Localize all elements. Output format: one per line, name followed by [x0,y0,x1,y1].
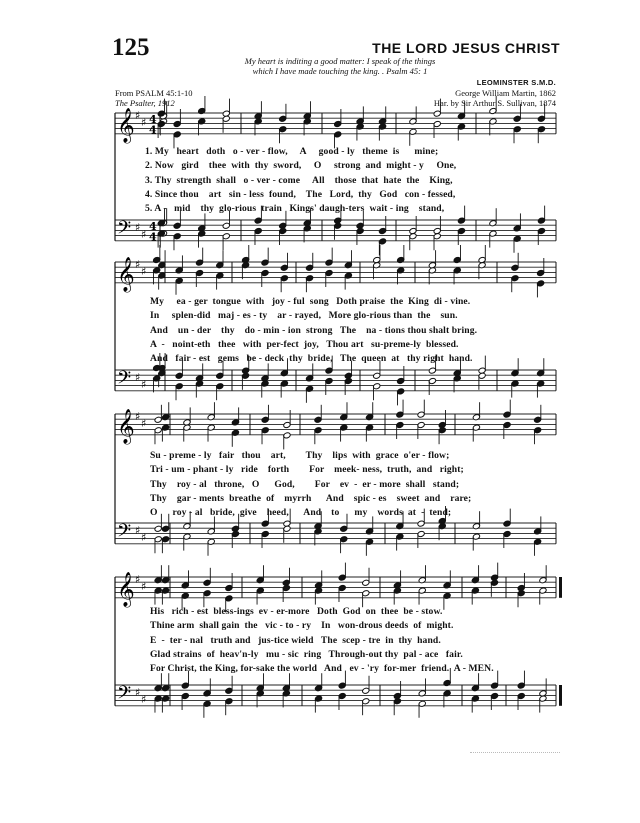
time-signature: 4 [149,123,157,137]
final-barline [559,577,562,598]
lyric-line-verse-2: 2. Now gird thee with thy sword, O strong and might - y One, [145,160,457,172]
lyric-line-verse-4: A - noint-eth thee with per-fect joy, Thou art su-preme-ly blessed. [150,338,459,350]
key-sharp-icon: ♯ [135,410,141,423]
lyric-line-verse-3: E - ter - nal truth and jus-tice wield The scep - tre in thy hand. [150,634,441,646]
key-sharp-icon: ♯ [135,371,141,384]
lyric-line-verse-1: His rich - est bless-ings ev - er-more Doth God on thee be - stow. [150,606,443,617]
key-sharp-icon: ♯ [141,531,147,544]
key-sharp-icon: ♯ [141,116,147,129]
time-signature: 4 [149,113,157,126]
key-sharp-icon: ♯ [141,693,147,706]
key-sharp-icon: ♯ [141,265,147,278]
key-sharp-icon: ♯ [135,258,141,271]
lyric-line-verse-5: And fair - est gems be - deck thy bride, The queen at thy right hand. [150,353,473,365]
lyric-line-verse-3: And un - der thy do - min - ion strong The na - tions thou shalt bring. [150,324,478,336]
source-psalter: The Psalter, 1912 [115,98,175,108]
key-sharp-icon: ♯ [141,580,147,593]
bass-clef-icon: 𝄢 [117,683,132,708]
key-sharp-icon: ♯ [141,417,147,430]
page-footer-rule [470,752,560,754]
lyric-line-verse-1: My ea - ger tongue with joy - ful song Doth praise the King di - vine. [150,296,471,307]
lyric-line-verse-2: In splen-did maj - es - ty ar - rayed, More glo-rious than the sun. [150,310,458,322]
epigraph-line-1: My heart is inditing a good matter: I speak of the things [244,56,436,66]
lyric-line-verse-4: Glad strains of heav'n-ly mu - sic ring Through-out thy pal - ace fair. [150,648,463,660]
lyric-line-verse-3: 3. Thy strength shall o - ver - come All those that hate the King, [145,174,453,186]
epigraph-line-2: which I have made touching the king. . Psalm 45: 1 [252,66,428,76]
treble-clef-icon: 𝄞 [117,409,135,444]
tune-name: LEOMINSTER S.M.D. [476,78,556,87]
final-barline [559,685,562,706]
key-sharp-icon: ♯ [135,109,141,122]
key-sharp-icon: ♯ [141,378,147,391]
bass-clef-icon: 𝄢 [117,368,132,393]
lyric-line-verse-5: For Christ, the King, for-sake the world And ev - 'ry for-mer friend. A - MEN. [150,663,494,675]
composer: George William Martin, 1862 [455,88,556,98]
key-sharp-icon: ♯ [135,573,141,586]
lyric-line-verse-5: O roy - al bride, give heed, And to my words at - tend; [150,507,452,519]
bass-clef-icon: 𝄢 [117,218,132,243]
bass-clef-icon: 𝄢 [117,521,132,546]
treble-clef-icon: 𝄞 [117,257,135,292]
key-sharp-icon: ♯ [141,228,147,241]
lyric-line-verse-1: 1. My heart doth o - ver - flow, A good - ly theme is mine; [145,146,439,157]
key-sharp-icon: ♯ [135,524,141,537]
key-sharp-icon: ♯ [135,686,141,699]
lyric-line-verse-4: 4. Since thou art sin - less found, The Lord, thy God con - fessed, [145,188,456,200]
hymn-title: THE LORD JESUS CHRIST [372,40,560,56]
lyric-line-verse-2: Thine arm shall gain the vic - to - ry In won-drous deeds of might. [150,620,454,632]
time-signature: 4 [149,220,157,233]
time-signature: 4 [149,230,157,244]
harmonizer: Har. by Sir Arthur S. Sullivan, 1874 [433,98,556,108]
lyric-line-verse-1: Su - preme - ly fair thou art, Thy lips with grace o'er - flow; [150,450,450,461]
lyric-line-verse-4: Thy gar - ments breathe of myrrh And spic - es sweet and rare; [150,492,472,504]
source-psalm: From PSALM 45:1-10 [115,88,193,98]
treble-clef-icon: 𝄞 [117,108,135,143]
lyric-line-verse-2: Tri - um - phant - ly ride forth For meek- ness, truth, and right; [150,464,464,476]
lyric-line-verse-3: Thy roy - al throne, O God, For ev - er - more shall stand; [150,478,460,490]
lyric-line-verse-5: 5. A - mid thy glo-rious train Kings' daugh-ters wait - ing stand, [145,203,445,215]
key-sharp-icon: ♯ [135,221,141,234]
treble-clef-icon: 𝄞 [117,572,135,607]
hymn-number: 125 [112,34,150,61]
